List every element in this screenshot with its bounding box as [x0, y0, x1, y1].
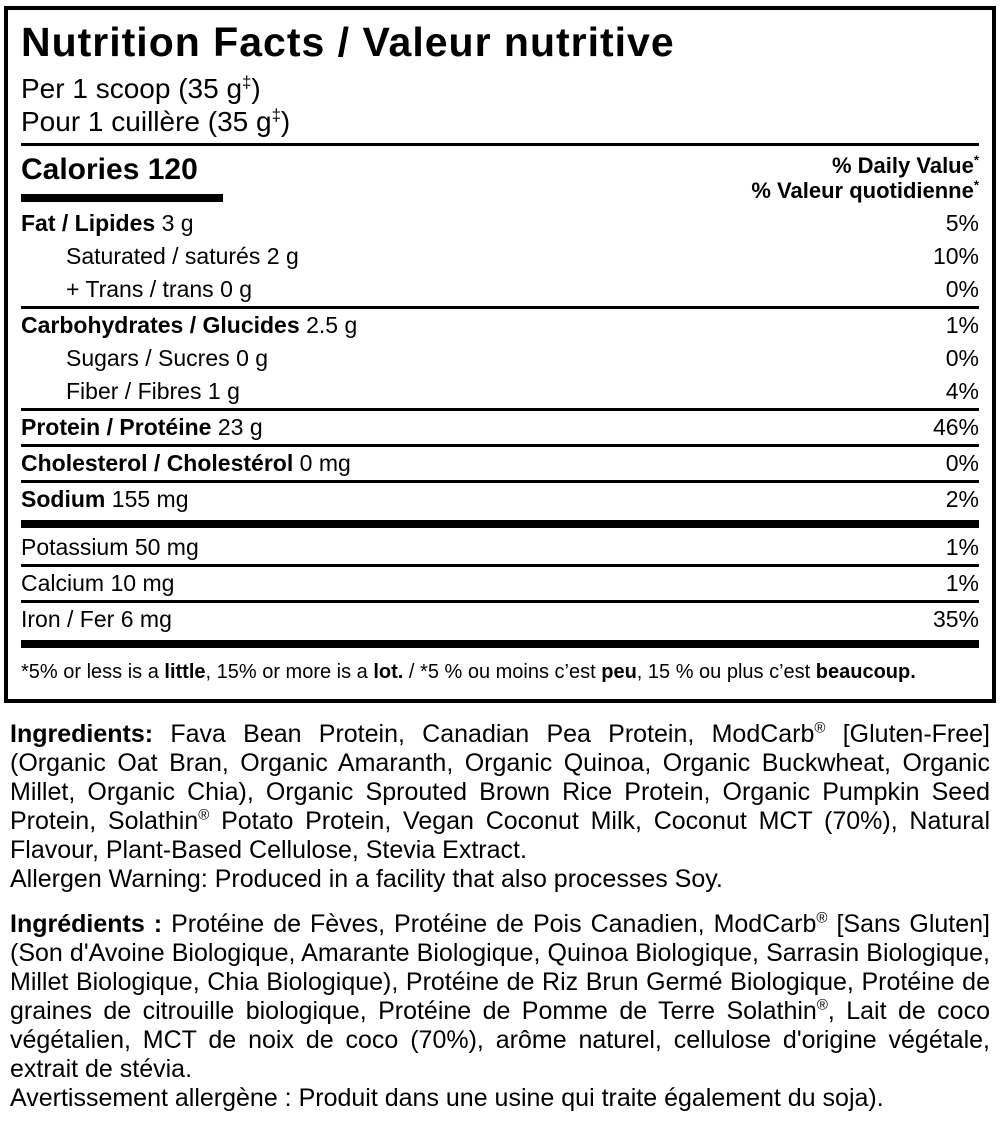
calories-header-row [21, 146, 979, 207]
row-iron [21, 603, 979, 636]
row-calcium [21, 567, 979, 600]
row-protein [21, 411, 979, 444]
serving-size-fr: Pour 1 cuillère (35 g‡) [21, 105, 291, 137]
daily-value-header [751, 153, 979, 203]
row-sodium [21, 483, 979, 516]
calories-line [21, 153, 223, 187]
ingredients-fr: Ingrédients : Protéine de Fèves, Protéine de Pois Canadien, ModCarb® [Sans Gluten] (Son d'Avoine Biologique, Amarante Biologique, Quinoa Biologique, Sarrasin Biologique, Millet Biologique, Chia Biologique), Protéine de Riz Brun Germé Biologique, Protéine de graines de citrouille biologique, Protéine de Pomme de Terre Solathin®, Lait de coco végétalien, MCT de noix de coco (70%), arôme naturel, cellulose d'origine végétale, extrait de stévia. [10, 909, 990, 1083]
row-fat [21, 207, 979, 240]
nutrient: Fiber / Fibres 1 g [66, 378, 240, 404]
daily-value-percent: 10% [932, 243, 979, 269]
ingredients-section [0, 703, 1000, 1113]
daily-value-percent: 1% [945, 570, 979, 596]
panel-title: Nutrition Facts / Valeur nutritive [21, 19, 675, 65]
row-potassium [21, 531, 979, 564]
calories-value: 120 [147, 153, 198, 186]
nutrient: Iron / Fer 6 mg [21, 606, 172, 632]
daily-value-percent: 0% [945, 450, 979, 476]
nutrient: Fat / Lipides 3 g [21, 210, 194, 236]
ingredients-en: Ingredients: Fava Bean Protein, Canadian Pea Protein, ModCarb® [Gluten-Free] (Organic Oat Bran, Organic Amaranth, Organic Quinoa, Organic Buckwheat, Organic Millet, Organic Chia), Organic Sprouted Brown Rice Protein, Organic Pumpkin Seed Protein, Solathin® Potato Protein, Vegan Coconut Milk, Coconut MCT (70%), Natural Flavour, Plant-Based Cellulose, Stevia Extract. [10, 719, 991, 864]
nutrient: Sugars / Sucres 0 g [66, 345, 269, 371]
row-sugars [21, 342, 979, 375]
row-trans-fat [21, 273, 979, 306]
nutrient: Saturated / saturés 2 g [66, 243, 299, 269]
allergen-warning-en: Allergen Warning: Produced in a facility that also processes Soy. [10, 865, 723, 893]
daily-value-header-fr: % Valeur quotidienne* [751, 177, 979, 203]
nutrient: Cholesterol / Cholestérol 0 mg [21, 450, 351, 476]
daily-value-footnote: *5% or less is a little, 15% or more is a lot. / *5 % ou moins c’est peu, 15 % ou plus c’est beaucoup. [21, 661, 916, 683]
daily-value-header-en: % Daily Value* [832, 152, 979, 178]
allergen-warning-fr: Avertissement allergène : Produit dans une usine qui traite également du soja). [10, 1084, 884, 1112]
nutrient: Potassium 50 mg [21, 534, 199, 560]
daily-value-percent: 1% [945, 534, 979, 560]
thick-divider-bar [21, 640, 979, 648]
serving-size-en: Per 1 scoop (35 g‡) [21, 72, 261, 104]
row-carbohydrates [21, 309, 979, 342]
daily-value-percent: 46% [932, 414, 979, 440]
nutrient: Sodium 155 mg [21, 486, 189, 512]
nutrient: Calcium 10 mg [21, 570, 175, 596]
daily-value-percent: 2% [945, 486, 979, 512]
daily-value-percent: 0% [945, 345, 979, 371]
row-fiber [21, 375, 979, 408]
nutrient: + Trans / trans 0 g [66, 276, 253, 302]
daily-value-percent: 5% [945, 210, 979, 236]
thick-divider-bar [21, 520, 979, 528]
nutrient: Carbohydrates / Glucides 2.5 g [21, 312, 358, 338]
daily-value-percent: 0% [945, 276, 979, 302]
row-cholesterol [21, 447, 979, 480]
row-saturated-fat [21, 240, 979, 273]
nutrition-facts-panel [4, 6, 996, 703]
daily-value-percent: 4% [945, 378, 979, 404]
calories-block [21, 153, 223, 202]
daily-value-percent: 1% [945, 312, 979, 338]
nutrient: Protein / Protéine 23 g [21, 414, 263, 440]
calories-underline-bar [21, 194, 223, 202]
daily-value-percent: 35% [932, 606, 979, 632]
calories-label: Calories [21, 153, 140, 186]
